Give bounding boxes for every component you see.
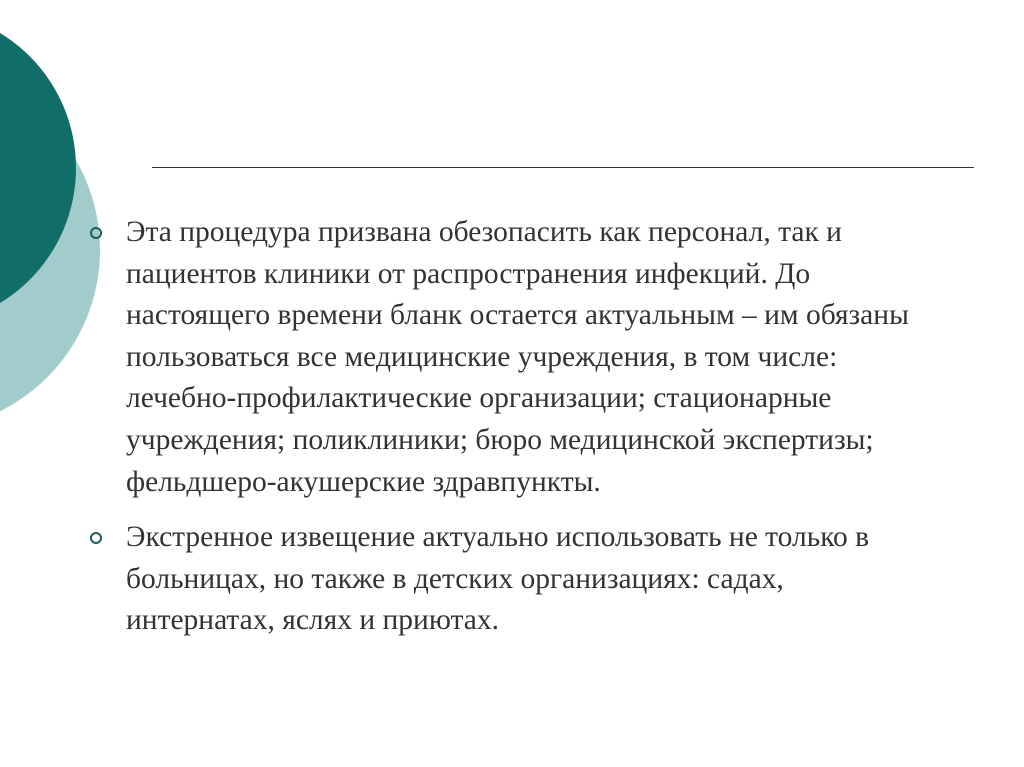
bullet-item-1 [90,212,970,503]
bullet-text: Эта процедура призвана обезопасить как персонал, так и пациентов клиники от распространения инфекций. До настоящего времени бланк остается актуальным – им обязаны пользоваться все медицинские учреждения, в том числе: лечебно-профилактические организации; стационарные учреждения; поликлиники; бюро медицинской экспертизы; фельдшеро-акушерские здравпункты. [126,216,909,498]
bullet-text: Экстренное извещение актуально использовать не только в больницах, но также в детских организациях: садах, интернатах, яслях и приютах. [126,521,870,637]
hollow-circle-bullet-icon [90,227,102,239]
bullet-list [90,212,970,656]
bullet-item-2 [90,517,970,642]
title-divider-line [152,167,974,168]
hollow-circle-bullet-icon [90,532,102,544]
